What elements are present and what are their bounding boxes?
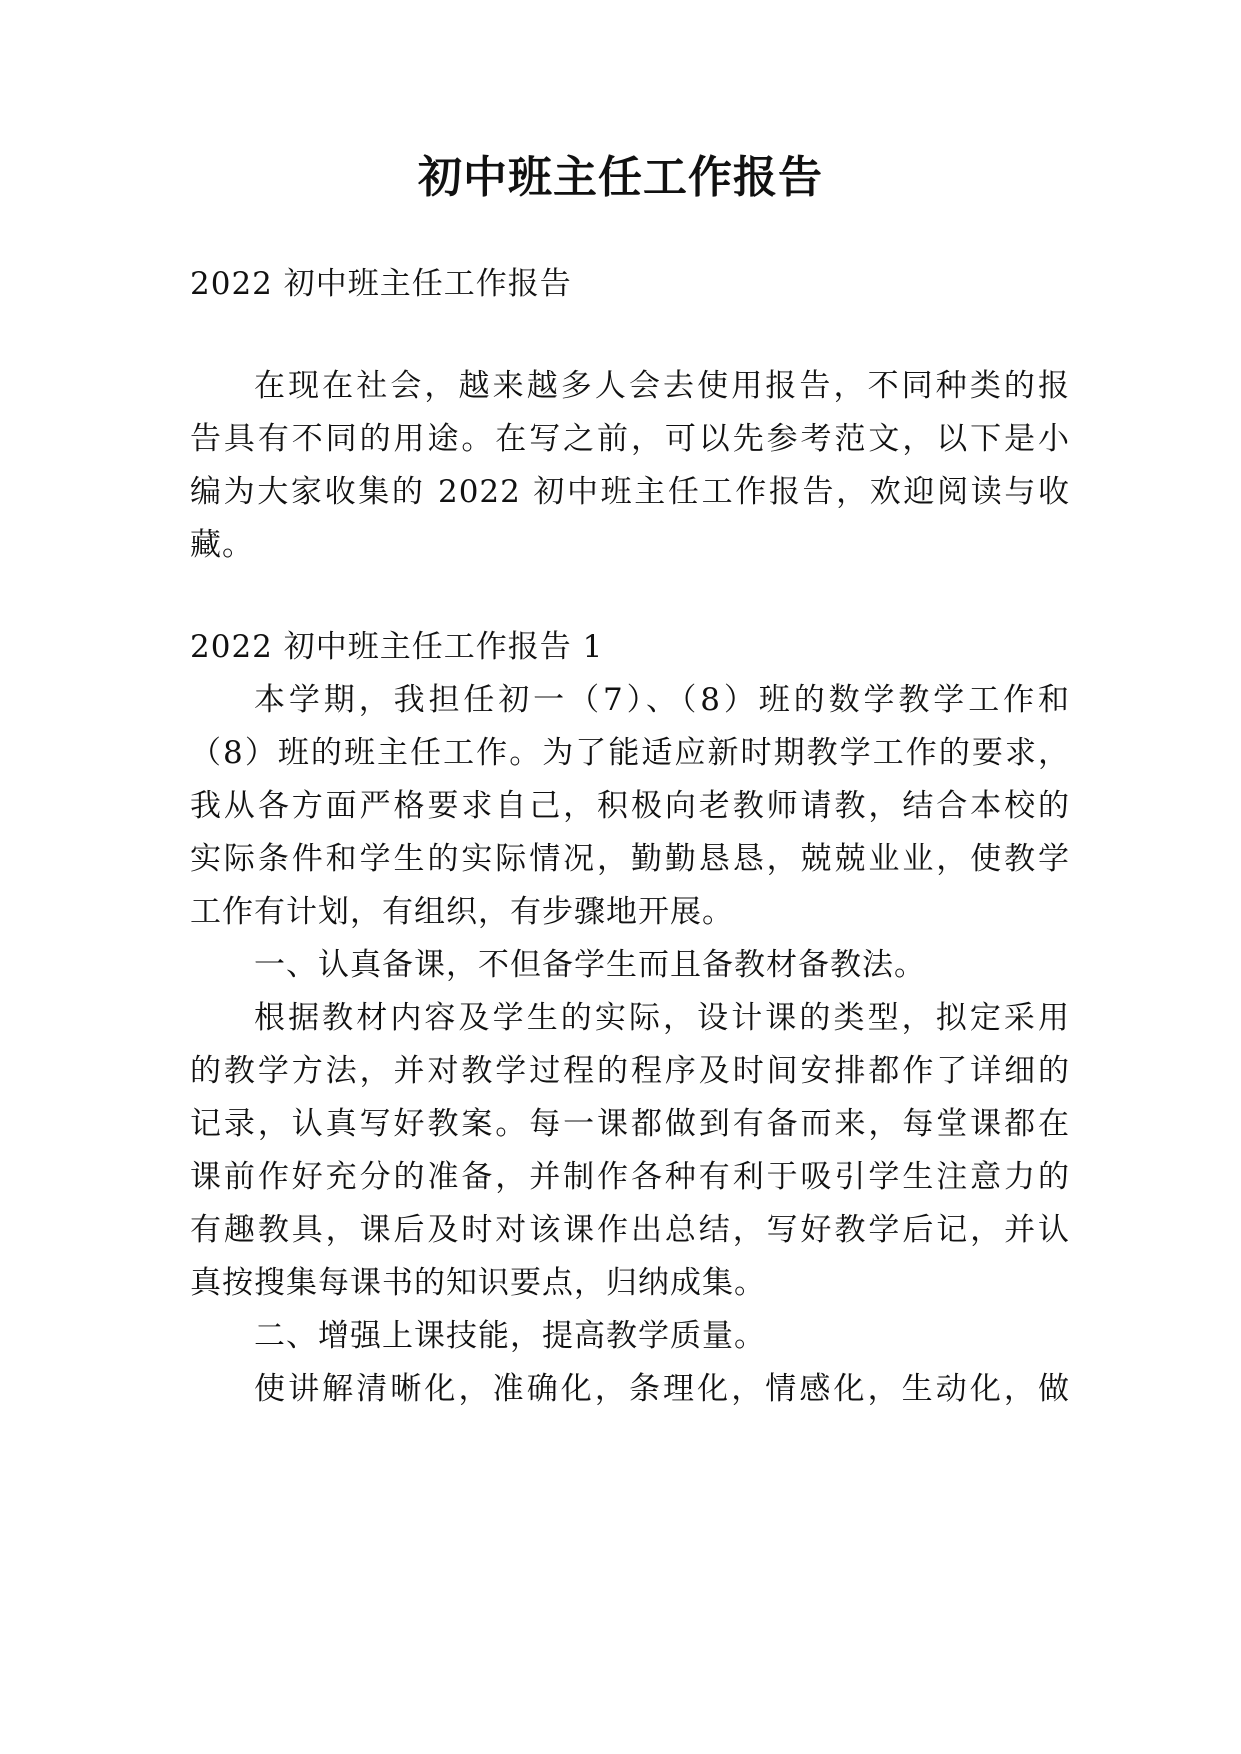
paragraph-line: 有趣教具，课后及时对该课作出总结，写好教学后记，并认 (190, 1212, 1070, 1248)
section-heading: 2022 初中班主任工作报告 1 (190, 629, 604, 665)
paragraph-line: 本学期，我担任初一（7）、（8）班的数学教学工作和 (254, 682, 1070, 718)
intro-line: 在现在社会，越来越多人会去使用报告，不同种类的报 (254, 368, 1070, 404)
paragraph-line: 的教学方法，并对教学过程的程序及时间安排都作了详细的 (190, 1053, 1070, 1089)
intro-line: 藏。 (190, 527, 254, 563)
paragraph-line: 使讲解清晰化，准确化，条理化，情感化，生动化，做 (254, 1371, 1070, 1407)
paragraph-line: 真按搜集每课书的知识要点，归纳成集。 (190, 1265, 766, 1301)
paragraph-line: 根据教材内容及学生的实际，设计课的类型，拟定采用 (254, 1000, 1070, 1036)
paragraph-line: （8）班的班主任工作。为了能适应新时期教学工作的要求， (190, 735, 1070, 771)
intro-line: 编为大家收集的 2022 初中班主任工作报告，欢迎阅读与收 (190, 474, 1070, 510)
paragraph-line: 我从各方面严格要求自己，积极向老教师请教，结合本校的 (190, 788, 1070, 824)
item-heading: 二、增强上课技能，提高教学质量。 (254, 1318, 766, 1354)
paragraph-line: 工作有计划，有组织，有步骤地开展。 (190, 894, 734, 930)
intro-line: 告具有不同的用途。在写之前，可以先参考范文，以下是小 (190, 421, 1070, 457)
document-subtitle: 2022 初中班主任工作报告 (190, 266, 572, 302)
item-heading: 一、认真备课，不但备学生而且备教材备教法。 (254, 947, 926, 983)
document-title: 初中班主任工作报告 (418, 152, 823, 203)
paragraph-line: 记录，认真写好教案。每一课都做到有备而来，每堂课都在 (190, 1106, 1070, 1142)
paragraph-line: 课前作好充分的准备，并制作各种有利于吸引学生注意力的 (190, 1159, 1070, 1195)
paragraph-line: 实际条件和学生的实际情况，勤勤恳恳，兢兢业业，使教学 (190, 841, 1070, 877)
